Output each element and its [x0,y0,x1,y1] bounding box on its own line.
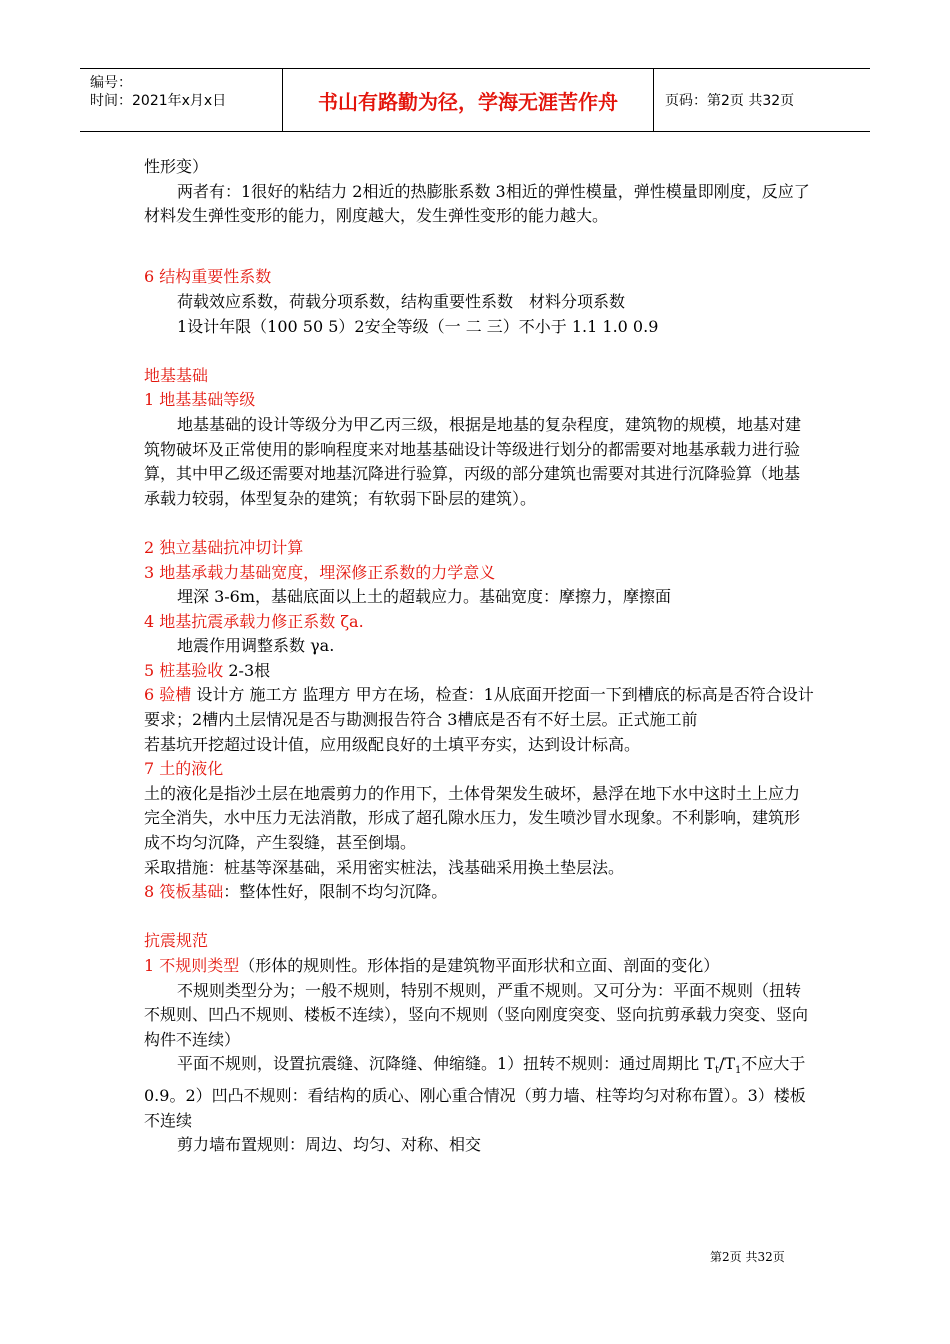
subsection-heading: 2 独立基础抗冲切计算 [144,537,304,557]
paragraph: 土的液化是指沙土层在地震剪力的作用下，土体骨架发生破坏，悬浮在地下水中这时土上应力完全消失，水中压力无法消散，形成了超孔隙水压力，发生喷沙冒水现象。不利影响，建筑形成不均匀沉降，产生裂缝，甚至倒塌。 [144,783,801,853]
inline-heading: 6 验槽 [144,685,192,705]
subsection-heading: 1 地基基础等级 [144,390,256,410]
paragraph: 剪力墙布置规则：周边、均匀、对称、相交 [177,1135,482,1155]
section-heading: 6 结构重要性系数 [144,267,272,287]
paragraph [144,683,814,732]
subsection-heading: 7 土的液化 [144,759,224,779]
paragraph: 地基基础的设计等级分为甲乙丙三级，根据是地基的复杂程度，建筑物的规模，地基对建筑物破坏及正常使用的影响程度来对地基基础设计等级进行划分的都需要对地基承载力进行验算，其中甲乙级还需要对地基沉降进行验算，丙级的部分建筑也需要对其进行沉降验算（地基承载力较弱，体型复杂的建筑；有软弱下卧层的建筑）。 [144,414,802,508]
inline-heading: 8 筏板基础 [144,882,224,902]
inline-text: 设计方 施工方 监理方 甲方在场，检查：1从底面开挖面一下到槽底的标高是否符合设计要求；2槽内土层情况是否与勘测报告符合 3槽底是否有不好土层。正式施工前 [144,685,814,730]
paragraph [144,659,814,684]
header-page-label: 页码：第2页 共32页 [665,93,795,109]
serial-label: 编号： [90,75,132,91]
subscript: 1 [735,1065,742,1077]
document-body [144,155,814,1158]
subsection-heading: 3 地基承载力基础宽度，埋深修正系数的力学意义 [144,562,496,582]
paragraph [144,954,814,979]
paragraph: 埋深 3-6m，基础底面以上土的超载应力。基础宽度：摩擦力，摩擦面 [177,587,672,607]
paragraph: 1设计年限（100 50 5）2安全等级（一 二 三）不小于 1.1 1.0 0.9 [177,316,659,336]
section-heading: 地基基础 [144,365,209,385]
page-header [80,68,870,132]
inline-heading: 5 桩基验收 [144,660,224,680]
subscript: t [714,1065,719,1077]
paragraph: 不规则类型分为；一般不规则，特别不规则，严重不规则。又可分为：平面不规则（扭转不规则、凹凸不规则、楼板不连续），竖向不规则（竖向刚度突变、竖向抗剪承载力突变、竖向构件不连续） [144,980,809,1049]
paragraph: 地震作用调整系数 γa. [177,636,335,656]
header-meta [80,69,280,131]
inline-text: ：整体性好，限制不均匀沉降。 [223,882,448,902]
paragraph: 若基坑开挖超过设计值，应用级配良好的土填平夯实，达到设计标高。 [144,734,641,754]
paragraph [144,1052,814,1133]
paragraph: 两者有：1很好的粘结力 2相近的热膨胀系数 3相近的弹性模量，弹性模量即刚度，反应了材料发生弹性变形的能力，刚度越大，发生弹性变形的能力越大。 [144,181,810,226]
inline-text: 平面不规则，设置抗震缝、沉降缝、伸缩缝。1）扭转不规则：通过周期比 T [177,1054,715,1074]
inline-text: 2-3根 [223,660,271,680]
paragraph [144,880,814,905]
inline-text: /T [718,1054,736,1074]
subsection-heading: 4 地基抗震承载力修正系数 ζa. [144,611,364,631]
header-motto: 书山有路勤为径，学海无涯苦作舟 [282,69,654,131]
inline-text: （形体的规则性。形体指的是建筑物平面形状和立面、剖面的变化） [239,956,720,975]
paragraph: 荷载效应系数，荷载分项系数，结构重要性系数 材料分项系数 [177,291,626,311]
inline-heading: 1 不规则类型 [144,956,240,975]
date-label: 时间：2021年x月x日 [90,93,227,109]
paragraph: 采取措施：桩基等深基础，采用密实桩法，浅基础采用换土垫层法。 [144,857,625,877]
paragraph: 性形变） [144,157,209,176]
inline-text: 不应大于 0.9。2）凹凸不规则：看结构的质心、刚心重合情况（剪力墙、柱等均匀对称布置）。3）楼板不连续 [144,1054,806,1130]
page-footer: 第2页 共32页 [710,1250,785,1264]
section-heading: 抗震规范 [144,931,209,951]
